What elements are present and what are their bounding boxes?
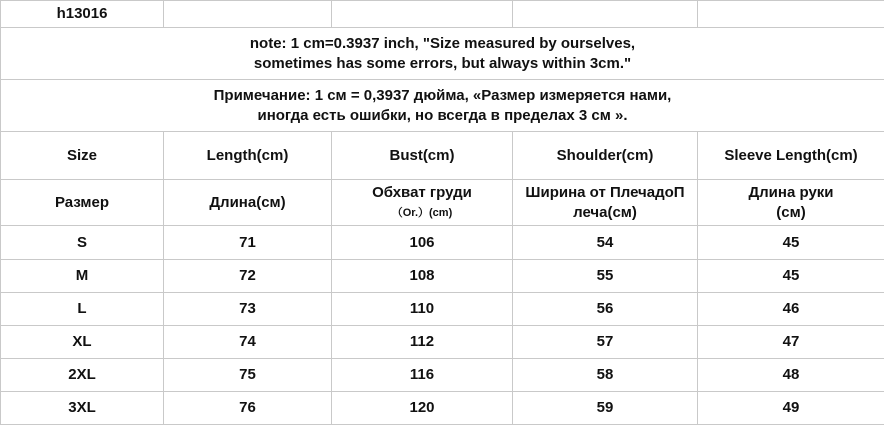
table-row xyxy=(1,292,884,325)
header-row-russian xyxy=(1,180,884,226)
header-sleeve-ru-line: (см) xyxy=(776,203,806,221)
header-shoulder: Shoulder(cm) xyxy=(513,132,698,180)
note-russian-row xyxy=(1,80,884,132)
product-code: h13016 xyxy=(1,1,164,28)
table-row xyxy=(1,391,884,424)
length-cell: 74 xyxy=(164,325,332,358)
product-code-row xyxy=(1,1,884,28)
header-bust: Bust(cm) xyxy=(332,132,513,180)
table-row xyxy=(1,226,884,259)
table-row xyxy=(1,259,884,292)
sleeve-cell: 45 xyxy=(698,259,884,292)
size-cell: S xyxy=(1,226,164,259)
header-length: Length(cm) xyxy=(164,132,332,180)
shoulder-cell: 56 xyxy=(513,292,698,325)
note-russian xyxy=(1,80,884,132)
header-length-ru: Длина(см) xyxy=(164,180,332,226)
size-cell: 2XL xyxy=(1,358,164,391)
sleeve-cell: 45 xyxy=(698,226,884,259)
empty-cell xyxy=(513,1,698,28)
empty-cell xyxy=(332,1,513,28)
shoulder-cell: 59 xyxy=(513,391,698,424)
empty-cell xyxy=(698,1,884,28)
shoulder-cell: 54 xyxy=(513,226,698,259)
sleeve-cell: 46 xyxy=(698,292,884,325)
shoulder-cell: 58 xyxy=(513,358,698,391)
size-cell: L xyxy=(1,292,164,325)
header-size-ru: Размер xyxy=(1,180,164,226)
length-cell: 71 xyxy=(164,226,332,259)
bust-cell: 116 xyxy=(332,358,513,391)
table-row xyxy=(1,358,884,391)
header-bust-ru-unit: （Or.）(cm) xyxy=(391,206,453,219)
sleeve-cell: 47 xyxy=(698,325,884,358)
length-cell: 72 xyxy=(164,259,332,292)
header-sleeve-ru xyxy=(698,180,884,226)
shoulder-cell: 57 xyxy=(513,325,698,358)
note-russian-line: иногда есть ошибки, но всегда в пределах 3 см ». xyxy=(257,106,628,124)
header-shoulder-ru-line: леча(см) xyxy=(573,203,637,221)
length-cell: 73 xyxy=(164,292,332,325)
length-cell: 75 xyxy=(164,358,332,391)
note-english-row xyxy=(1,28,884,80)
header-sleeve-ru-line: Длина руки xyxy=(748,183,834,201)
header-bust-ru-line: Обхват груди xyxy=(372,183,472,201)
header-bust-ru xyxy=(332,180,513,226)
header-shoulder-ru xyxy=(513,180,698,226)
bust-cell: 110 xyxy=(332,292,513,325)
bust-cell: 112 xyxy=(332,325,513,358)
note-english xyxy=(1,28,884,80)
note-russian-line: Примечание: 1 см = 0,3937 дюйма, «Размер измеряется нами, xyxy=(213,86,672,104)
note-english-line: note: 1 cm=0.3937 inch, "Size measured by ourselves, xyxy=(249,34,636,52)
header-row-english xyxy=(1,132,884,180)
size-cell: M xyxy=(1,259,164,292)
empty-cell xyxy=(164,1,332,28)
sleeve-cell: 48 xyxy=(698,358,884,391)
header-size: Size xyxy=(1,132,164,180)
sleeve-cell: 49 xyxy=(698,391,884,424)
note-english-line: sometimes has some errors, but always within 3cm." xyxy=(253,54,632,72)
bust-cell: 120 xyxy=(332,391,513,424)
shoulder-cell: 55 xyxy=(513,259,698,292)
length-cell: 76 xyxy=(164,391,332,424)
header-shoulder-ru-line: Ширина от ПлечадоП xyxy=(525,183,685,201)
bust-cell: 106 xyxy=(332,226,513,259)
table-row xyxy=(1,325,884,358)
size-cell: XL xyxy=(1,325,164,358)
bust-cell: 108 xyxy=(332,259,513,292)
header-sleeve-length: Sleeve Length(cm) xyxy=(698,132,884,180)
size-cell: 3XL xyxy=(1,391,164,424)
